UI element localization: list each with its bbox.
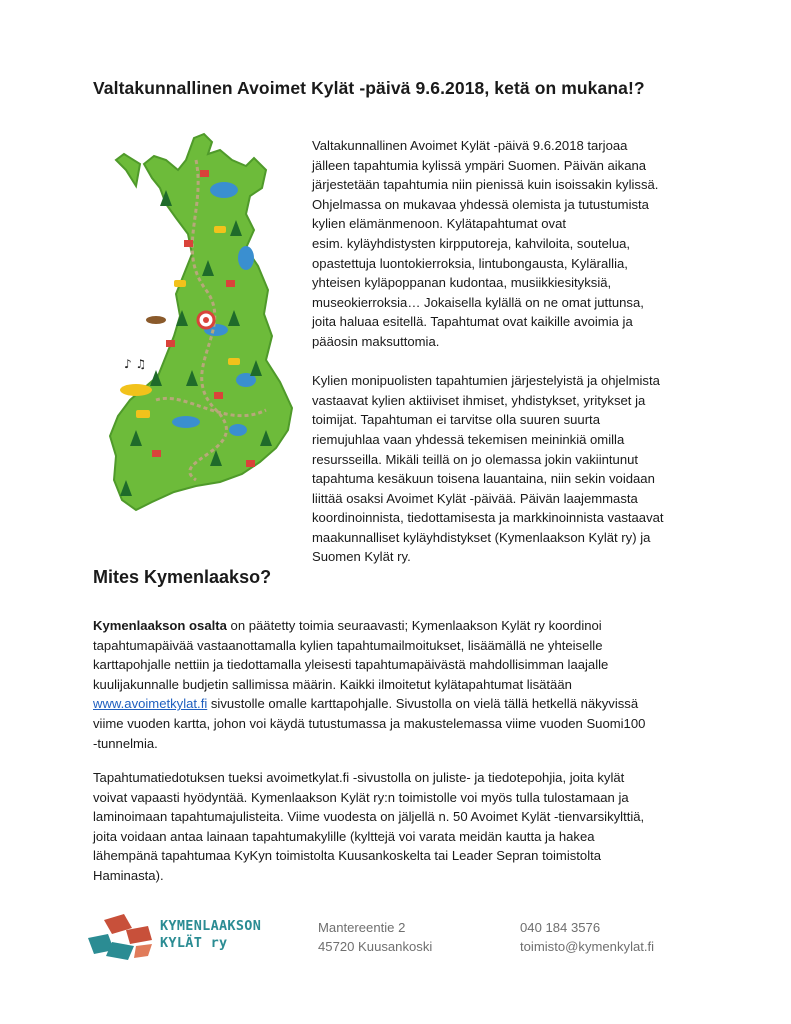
footer-contact bbox=[520, 918, 654, 956]
intro-paragraph-2: Kylien monipuolisten tapahtumien järjestelyistä ja ohjelmista vastaavat kylien aktiiviset ihmiset, yhdistykset, yritykset ja toimijat. Tapahtuman ei tarvitse olla suuren suurta riemujuhlaa vaan yhdessä tekemisen meininkiä omilla resursseilla. Mikäli teillä on jo olemassa jokin vakiintunut tapahtuma kesäkuun toisena lauantaina, niin sekin voidaan liittää osaksi Avoimet Kylät -päivää. Päivän laajemmasta koordinoinnista, tiedottamisesta ja markkinoinnista vastaavat maakunnalliset kyläyhdistykset (Kymenlaakson Kylät ry) ja Suomen Kylät ry. bbox=[312, 373, 664, 565]
page-title: Valtakunnallinen Avoimet Kylät -päivä 9.6.2018, ketä on mukana!? bbox=[93, 78, 645, 98]
phone-number: 040 184 3576 bbox=[520, 920, 601, 935]
avoimetkylat-link[interactable]: www.avoimetkylat.fi bbox=[93, 696, 208, 712]
footer-address: Mantereentie 2 45720 Kuusankoski bbox=[318, 920, 433, 954]
finland-map-illustration bbox=[96, 130, 306, 540]
bold-lead: Kymenlaakson osalta bbox=[93, 618, 227, 633]
kymenlaakso-paragraph: Kymenlaakson osalta on päätetty toimia seuraavasti; Kymenlaakson Kylät ry koordinoi tapahtumapäivää vastaanottamalla kylien tapahtumailmoitukset, lisäämällä ne yhteiselle karttapohjalle nettiin ja tiedottamalla yleisesti tapahtumapäivästä mahdollisimman laajalle kuulijakunnalle budjetin sallimissa määrin. Kaikki ilmoitetut kylätapahtumat lisätään www.avoimetkylat.fi sivustolle omalle karttapohjalle. Sivustolla on vielä tällä hetkellä näkyvissä viime vuoden kartta, johon voi käydä tutustumassa ja makustelemassa viime vuoden Suomi100 -tunnelmia. bbox=[93, 618, 646, 751]
svg-text:♪ ♫: ♪ ♫ bbox=[124, 357, 147, 371]
intro-paragraph-1: Valtakunnallinen Avoimet Kylät -päivä 9.6.2018 tarjoaa jälleen tapahtumia kylissä ympäri Suomen. Päivän aikana järjestetään tapahtumia niin pienissä kuin isoissakin kylissä. Ohjelmassa on mukavaa yhdessä olemista ja tutustumista kylien elämänmenoon. Kylätapahtumat ovat esim. kyläyhdistysten kirpputoreja, kahviloita, soutelua, opastettuja luontokierroksia, lintubongausta, Kylärallia, yhteisen kyläpoppanan kudontaa, musiikkiesityksiä, museokierroksia… Jokaisella kylällä on ne omat juttunsa, joita haluaa esitellä. Tapahtumat ovat kaikille avoimia ja pääosin maksuttomia. bbox=[312, 138, 659, 349]
section-heading: Mites Kymenlaakso? bbox=[93, 567, 272, 587]
posters-paragraph: Tapahtumatiedotuksen tueksi avoimetkylat.fi -sivustolla on juliste- ja tiedotepohjia, joita kylät voivat vapaasti hyödyntää. Kymenlaakson Kylät ry:n toimistolle voi myös tulla tulostamaan ja laminoimaan tapahtumajulisteita. Viime vuodesta on jäljellä n. 50 Avoimet Kylät -tienvarsikylttiä, joita voidaan antaa lainaan tapahtumakylille (kylttejä voi varata meidän kautta ja hakea lähempänä tapahtumaa KyKyn toimistolta Kuusankoskelta tai Leader Sepran toimistolta Haminasta). bbox=[93, 770, 645, 883]
intro-text bbox=[312, 136, 712, 587]
kymenlaakson-kylat-logo-icon bbox=[82, 912, 162, 962]
logo-wordmark: KYMENLAAKSON KYLÄT ry bbox=[160, 918, 262, 951]
email-address: toimisto@kymenkylat.fi bbox=[520, 939, 655, 954]
